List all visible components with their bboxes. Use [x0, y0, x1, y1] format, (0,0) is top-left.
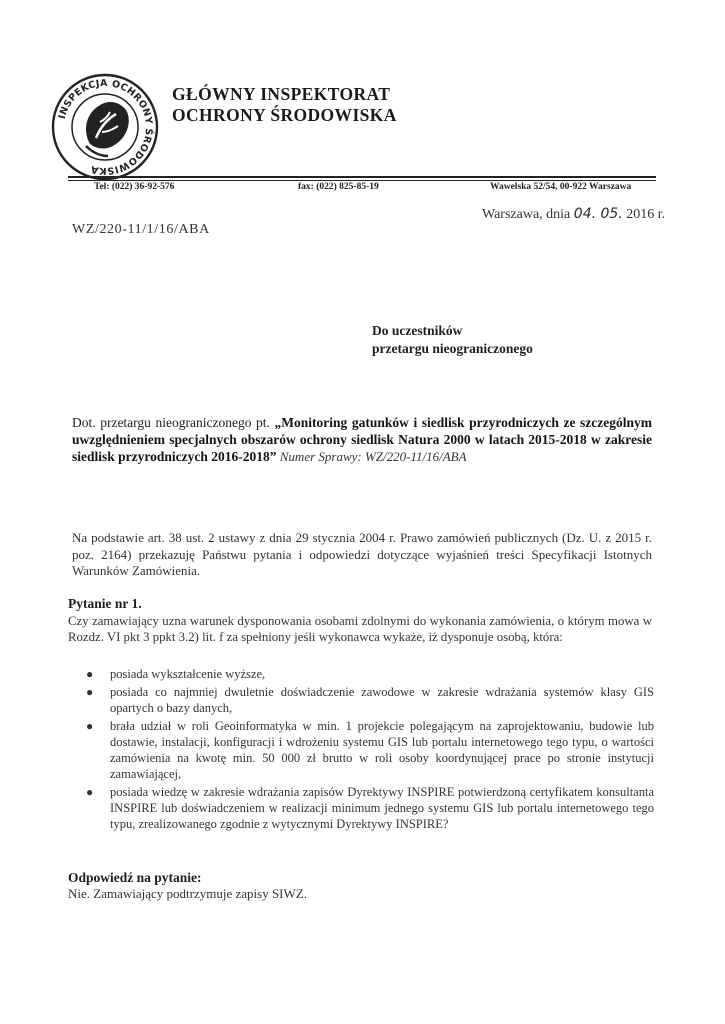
question-title: Pytanie nr 1. — [68, 596, 142, 611]
answer-title: Odpowiedź na pytanie: — [68, 870, 202, 885]
office-address: Wawelska 52/54, 00-922 Warszawa — [490, 182, 632, 192]
list-item — [86, 666, 654, 682]
seal-ring-text: INSPEKCJA OCHRONY ŚRODOWISKA — [56, 77, 155, 177]
bullet-icon: ● — [86, 785, 94, 799]
fax-number: fax: (022) 825-85-19 — [298, 182, 379, 192]
answer-text: Nie. Zamawiający podtrzymuje zapisy SIWZ. — [68, 886, 307, 901]
list-item — [86, 684, 654, 716]
header-rule-thick — [68, 176, 656, 178]
list-item-text: posiada wiedzę w zakresie wdrażania zapisów Dyrektywy INSPIRE potwierdzoną certyfikatem konsultanta INSPIRE lub doświadczeniem w realizacji minimum jednego systemu GIS lub portalu internetowego tego typu, zrealizowanego zgodnie z wytycznymi Dyrektywy INSPIRE? — [110, 785, 654, 831]
addressee-block — [372, 322, 533, 358]
org-name-line-1: GŁÓWNY INSPEKTORAT — [172, 84, 391, 104]
list-item-text: brała udział w roli Geoinformatyka w min. 1 projekcie polegającym na zaprojektowaniu, budowie lub dostawie, instalacji, konfiguracji i wdrożeniu systemu GIS lub portalu internetowego tego typu, o wartości zamówienia na kwotę min. 50 000 zł brutto w roli osoby koordynującej prace po stronie instytucji zamawiającej, — [110, 719, 654, 781]
bullet-icon: ● — [86, 685, 94, 699]
subject-prefix: Dot. przetargu nieograniczonego pt. — [72, 415, 275, 430]
reference-number: WZ/220-11/1/16/ABA — [72, 222, 210, 237]
intro-paragraph: Na podstawie art. 38 ust. 2 ustawy z dnia 29 stycznia 2004 r. Prawo zamówień publicznych (Dz. U. z 2015 r. poz. 2164) przekazuję Państwu pytania i odpowiedzi dotyczące wyjaśnień treści Specyfikacji Istotnych Warunków Zamówienia. — [72, 530, 652, 578]
subject-title: „Monitoring gatunków i siedlisk przyrodniczych ze szczególnym uwzględnieniem specjalnych obszarów ochrony siedlisk Natura 2000 w latach 2015-2018 w zakresie siedlisk przyrodniczych 2016-2018” — [72, 415, 652, 464]
date-prefix: Warszawa, dnia — [482, 207, 574, 222]
date-handwritten: 04. 05. — [573, 206, 623, 222]
list-item-text: posiada co najmniej dwuletnie doświadczenie zawodowe w zakresie wdrażania systemów klasy GIS opartych o bazy danych, — [110, 685, 654, 715]
subject-paragraph — [72, 414, 652, 465]
list-item — [86, 784, 654, 832]
list-item — [86, 718, 654, 782]
bullet-icon: ● — [86, 667, 94, 681]
header-rule-thin — [68, 180, 656, 181]
org-name-line-2: OCHRONY ŚRODOWISKA — [172, 105, 397, 125]
case-number: Numer Sprawy: WZ/220-11/16/ABA — [276, 449, 467, 464]
organization-name — [172, 84, 397, 126]
addressee-line-2: przetargu nieograniczonego — [372, 341, 533, 356]
question-criteria-list — [86, 666, 654, 834]
date-suffix: 2016 r. — [622, 207, 666, 222]
bullet-icon: ● — [86, 719, 94, 733]
phone-number: Tel: (022) 36-92-576 — [94, 182, 175, 192]
letter-date — [482, 206, 665, 223]
gios-seal-logo — [50, 72, 160, 182]
question-text: Czy zamawiający uzna warunek dysponowania osobami zdolnymi do wykonania zamówienia, o którym mowa w Rozdz. VI pkt 3 ppkt 3.2) lit. f za spełniony jeśli wykonawca wykaże, iż dysponuje osobą, która: — [68, 614, 652, 644]
leaf-emblem-icon — [86, 102, 129, 156]
list-item-text: posiada wykształcenie wyższe, — [110, 667, 266, 681]
addressee-line-1: Do uczestników — [372, 323, 463, 338]
